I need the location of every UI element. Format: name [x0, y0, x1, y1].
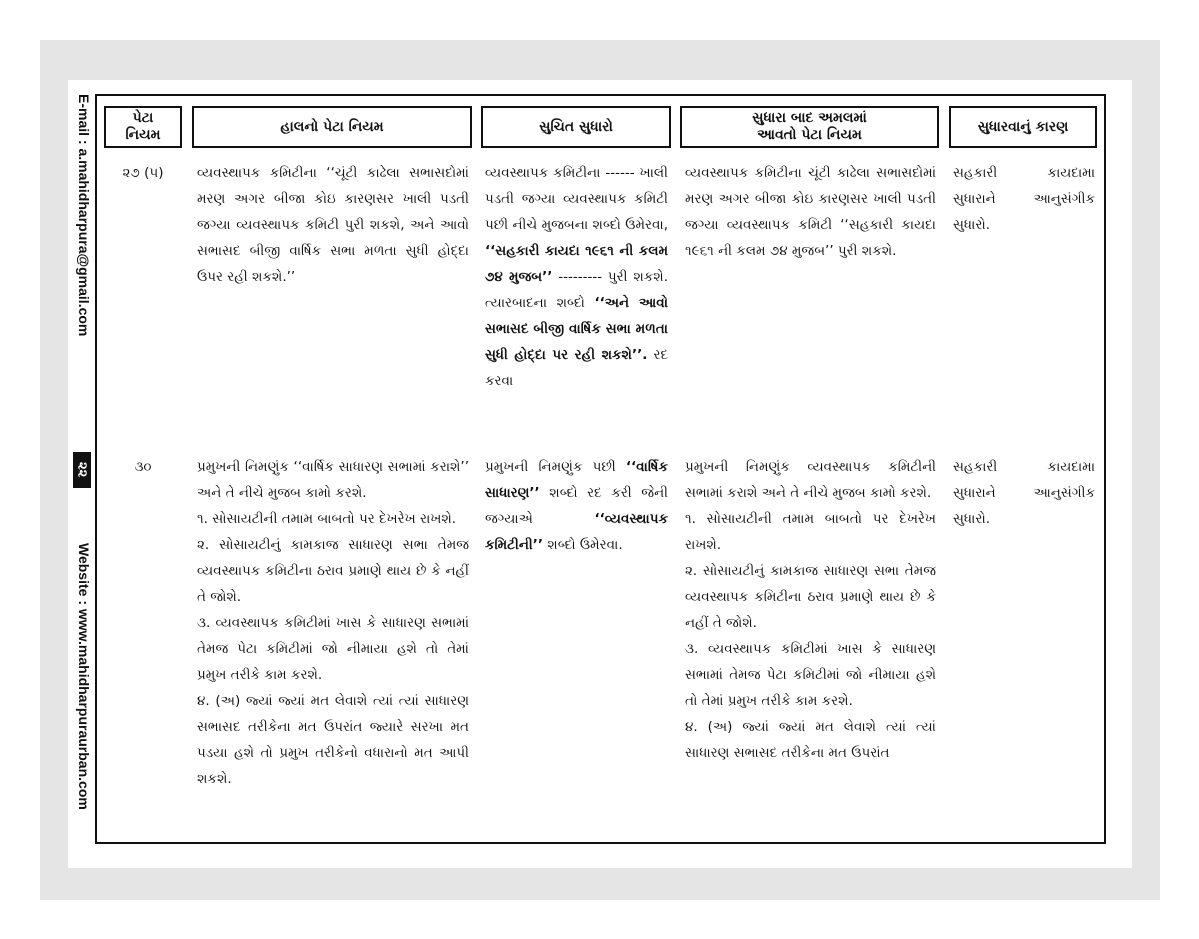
- row2-after-amendment: પ્રમુખની નિમણુંક વ્યવસ્થાપક કમિટીની સભામાં કરાશે અને તે નીચે મુજબ કામો કરશે. ૧. સોસાયટીની તમામ બાબતો પર દેખરેખ રાખશે. ૨. સોસાયટીનું કામકાજ સાધારણ સભા તેમજ વ્યવસ્થાપક કમિટીના ઠરાવ પ્રમાણે થાય છે કે નહીં તે જોશે. ૩. વ્યવસ્થાપક કમિટીમાં ખાસ કે સાધારણ સભામાં તેમજ પેટા કમિટીમાં જો નીમાયા હશે તો તેમાં પ્રમુખ તરીકે કામ કરશે. ૪. (અ) જ્યાં જ્યાં મત લેવાશે ત્યાં ત્યાં સાધારણ સભાસદ તરીકેના મત ઉપરાંત: [685, 459, 936, 761]
- row1-rule-no: ૨૭ (૫): [122, 165, 164, 181]
- header-after-amendment: સુધારા બાદ અમલમાં આવતો પેટા નિયમ: [680, 106, 939, 148]
- sidebar-email: E-mail : a.mahidharpura@gmail.com: [76, 94, 92, 337]
- header-suggested: સુચિત સુધારો: [481, 106, 671, 148]
- row2-suggested-bold-1: ‘‘વાર્ષિક સાધારણ’’: [485, 459, 668, 501]
- header-rule-no: પેટા નિયમ: [104, 106, 182, 148]
- row1-suggested-text-1: વ્યવસ્થાપક કમિટીના ------ ખાલી પડતી જગ્યા વ્યવસ્થાપક કમિટી પછી નીચે મુજબના શબ્દો ઉમેરવા,: [485, 165, 668, 233]
- header-current-rule: હાલનો પેટા નિયમ: [192, 106, 472, 148]
- row1-suggested-text-2: --------- પુરી શકશે. ત્યારબાદના શબ્દો: [485, 269, 668, 311]
- row2-suggested-bold-2: ‘‘વ્યવસ્થાપક કમિટીની’’: [485, 511, 668, 553]
- sidebar-website: Website : www.mahidharpuraurban.com: [76, 543, 92, 810]
- row1-suggested-bold-2: ‘‘અને આવો સભાસદ બીજી વાર્ષિક સભા મળતા સુધી હોદ્દા પર રહી શકશે’’.: [485, 295, 668, 363]
- row2-reason: સહકારી કાયદામા સુધારાને આનુસંગીક સુધારો.: [953, 459, 1095, 527]
- row1-suggested-bold-1: ‘‘સહકારી કાયદા ૧૯૬૧ ની કલમ ૭૪ મુજબ’’: [485, 243, 668, 285]
- row1-suggested: [485, 160, 668, 394]
- header-reason: સુધારવાનું કારણ: [949, 106, 1097, 148]
- row2-rule-no: ૩૦: [134, 459, 152, 475]
- row2-suggested-text-1: પ્રમુખની નિમણુંક પછી: [485, 459, 616, 475]
- page-number-badge: ૨૨: [73, 452, 91, 488]
- row2-suggested-text-3: શબ્દો ઉમેરવા.: [543, 537, 623, 553]
- row2-current-rule: પ્રમુખની નિમણુંક ‘‘વાર્ષિક સાધારણ સભામાં કરાશે’’ અને તે નીચે મુજબ કામો કરશે. ૧. સોસાયટીની તમામ બાબતો પર દેખરેખ રાખશે. ૨. સોસાયટીનું કામકાજ સાધારણ સભા તેમજ વ્યવસ્થાપક કમિટીના ઠરાવ પ્રમાણે થાય છે કે નહીં તે જોશે. ૩. વ્યવસ્થાપક કમિટીમાં ખાસ કે સાધારણ સભામાં તેમજ પેટા કમિટીમાં જો નીમાયા હશે તો તેમાં પ્રમુખ તરીકે કામ કરશે. ૪. (અ) જ્યાં જ્યાં મત લેવાશે ત્યાં ત્યાં સાધારણ સભાસદ તરીકેના મત ઉપરાંત જ્યારે સરખા મત પડયા હશે તો પ્રમુખ તરીકેનો વધારાનો મત આપી શકશે.: [197, 459, 469, 787]
- row1-reason: સહકારી કાયદામા સુધારાને આનુસંગીક સુધારો.: [953, 165, 1095, 233]
- row2-suggested: [485, 454, 668, 558]
- row1-after-amendment: વ્યવસ્થાપક કમિટીના ચૂંટી કાઢેલા સભાસદોમાં મરણ અગર બીજા કોઇ કારણસર ખાલી પડતી જગ્યા વ્યવસ્થાપક કમિટી ‘‘સહકારી કાયદા ૧૯૬૧ ની કલમ ૭૪ મુજબ’’ પુરી શકશે.: [685, 165, 936, 259]
- row1-suggested-text-3: રદ કરવા: [485, 347, 668, 389]
- row2-suggested-text-2: શબ્દો રદ કરી જેની જગ્યાએ: [485, 485, 668, 527]
- row1-current-rule: વ્યવસ્થાપક કમિટીના ‘‘ચૂંટી કાઢેલા સભાસદોમાં મરણ અગર બીજા કોઇ કારણસર ખાલી પડતી જગ્યા વ્યવસ્થાપક કમિટી પુરી શકશે, અને આવો સભાસદ બીજી વાર્ષિક સભા મળતા સુધી હોદ્દા ઉપર રહી શકશે.’’: [197, 165, 469, 285]
